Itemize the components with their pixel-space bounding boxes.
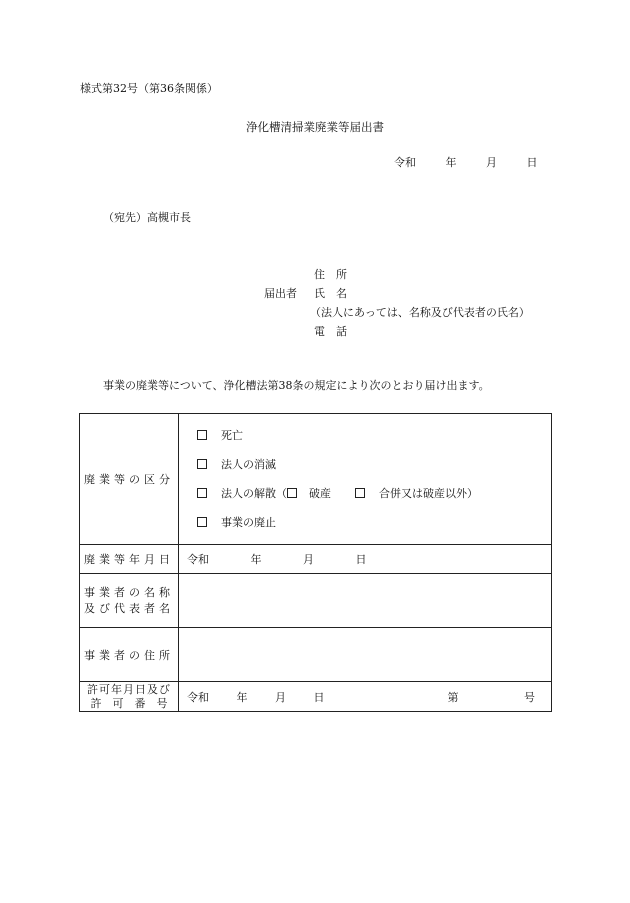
applicant-block bbox=[0, 268, 630, 348]
document-title: 浄化槽清掃業廃業等届出書 bbox=[246, 120, 384, 134]
closure-date-field[interactable]: 令和 年 月 日 bbox=[179, 545, 552, 574]
checkbox-icon[interactable] bbox=[197, 430, 207, 440]
business-address-field[interactable] bbox=[179, 628, 552, 682]
category-label: 廃業等の区分 bbox=[80, 414, 179, 545]
corporate-note: （法人にあっては、名称及び代表者の氏名） bbox=[310, 306, 530, 319]
option-death[interactable]: 死亡 bbox=[179, 421, 551, 450]
permit-field[interactable]: 令和 年 月 日 第 号 bbox=[179, 682, 552, 712]
business-address-row bbox=[80, 628, 552, 682]
checkbox-icon[interactable] bbox=[197, 488, 207, 498]
addressee: （宛先）高槻市長 bbox=[103, 211, 191, 224]
option-corporation-extinction[interactable]: 法人の消滅 bbox=[179, 450, 551, 479]
permit-label: 許可年月日及び 許 可 番 号 bbox=[80, 682, 179, 712]
bankruptcy-checkbox-icon[interactable] bbox=[287, 488, 297, 498]
date-year: 年 bbox=[445, 156, 457, 169]
business-name-row bbox=[80, 574, 552, 628]
closure-date-label: 廃業等年月日 bbox=[80, 545, 179, 574]
category-row bbox=[80, 414, 552, 545]
name-label: 氏 名 bbox=[314, 287, 347, 300]
checkbox-icon[interactable] bbox=[197, 517, 207, 527]
date-era: 令和 bbox=[394, 156, 416, 169]
submission-date bbox=[394, 156, 538, 169]
business-name-field[interactable] bbox=[179, 574, 552, 628]
category-options bbox=[179, 414, 552, 545]
notifier-label: 届出者 bbox=[264, 287, 297, 300]
date-month: 月 bbox=[486, 156, 497, 169]
notification-table bbox=[79, 413, 552, 712]
option-corporation-dissolution[interactable]: 法人の解散（ 破産 合併又は破産以外） bbox=[179, 479, 551, 508]
date-day: 日 bbox=[526, 156, 538, 169]
phone-label: 電 話 bbox=[314, 325, 347, 338]
address-label: 住 所 bbox=[314, 268, 347, 281]
business-address-label: 事業者の住所 bbox=[80, 628, 179, 682]
permit-row bbox=[80, 682, 552, 712]
option-business-closure[interactable]: 事業の廃止 bbox=[179, 508, 551, 537]
statement: 事業の廃業等について、浄化槽法第38条の規定により次のとおり届け出ます。 bbox=[103, 379, 490, 392]
checkbox-icon[interactable] bbox=[197, 459, 207, 469]
closure-date-row bbox=[80, 545, 552, 574]
business-name-label: 事業者の名称 及び代表者名 bbox=[80, 574, 179, 628]
merger-checkbox-icon[interactable] bbox=[355, 488, 365, 498]
form-number: 様式第32号（第36条関係） bbox=[80, 82, 218, 95]
